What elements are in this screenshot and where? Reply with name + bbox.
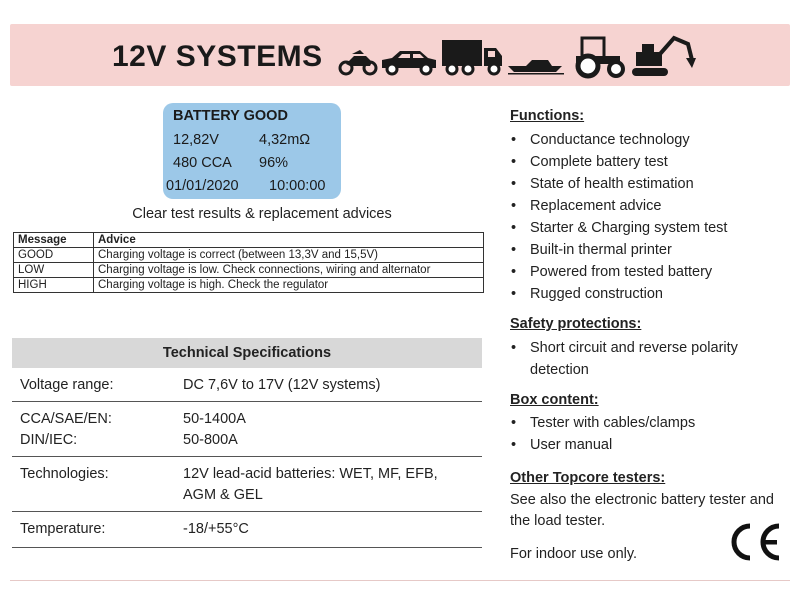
tester-display	[163, 103, 341, 199]
list-item: • Replacement advice	[510, 195, 727, 217]
tractor-icon	[576, 38, 623, 76]
list-item: • Tester with cables/clamps	[510, 412, 695, 434]
row-advice: Charging voltage is low. Check connections, wiring and alternator	[94, 263, 484, 278]
row-message: HIGH	[14, 278, 94, 293]
list-item: • State of health estimation	[510, 173, 727, 195]
spec-value-din: 50-800A	[183, 432, 238, 448]
row-advice: Charging voltage is correct (between 13,3V and 15,5V)	[94, 248, 484, 263]
spec-label-technologies: Technologies:	[20, 466, 109, 482]
spec-label-cca: CCA/SAE/EN:	[20, 411, 112, 427]
safety-list	[510, 337, 778, 381]
specs-title: Technical Specifications	[12, 338, 482, 368]
health-reading: 96%	[259, 155, 289, 171]
bottom-divider	[10, 580, 790, 581]
row-message: GOOD	[14, 248, 94, 263]
list-item: • Starter & Charging system test	[510, 217, 727, 239]
list-item: • Built-in thermal printer	[510, 239, 727, 261]
safety-title: Safety protections:	[510, 316, 642, 332]
indoor-use-note: For indoor use only.	[510, 546, 638, 562]
divider	[12, 547, 482, 548]
spec-label-din: DIN/IEC:	[20, 432, 78, 448]
box-content-list	[510, 412, 695, 456]
other-testers-text: See also the electronic battery tester and the load tester.	[510, 492, 774, 529]
other-testers-title: Other Topcore testers:	[510, 470, 666, 486]
table-row	[14, 278, 484, 293]
spec-value-voltage: DC 7,6V to 17V (12V systems)	[183, 377, 381, 393]
row-advice: Charging voltage is high. Check the regulator	[94, 278, 484, 293]
row-message: LOW	[14, 263, 94, 278]
spec-value-cca: 50-1400A	[183, 411, 246, 427]
divider	[12, 401, 482, 402]
header-advice: Advice	[94, 233, 484, 248]
header-message: Message	[14, 233, 94, 248]
table-header-row	[14, 233, 484, 248]
table-row	[14, 263, 484, 278]
spec-label-temperature: Temperature:	[20, 521, 106, 537]
list-item: • Powered from tested battery	[510, 261, 727, 283]
boat-icon	[508, 60, 564, 75]
list-item: • Conductance technology	[510, 129, 727, 151]
time-reading: 10:00:00	[269, 178, 326, 194]
list-item: • User manual	[510, 434, 695, 456]
functions-list	[510, 129, 727, 305]
table-row	[14, 248, 484, 263]
truck-icon	[442, 40, 502, 74]
date-reading: 01/01/2020	[166, 178, 239, 194]
voltage-reading: 12,82V	[173, 132, 219, 148]
battery-status: BATTERY GOOD	[173, 108, 288, 124]
list-item: • Complete battery test	[510, 151, 727, 173]
list-item: • Short circuit and reverse polarity detection	[510, 337, 778, 381]
advice-table	[13, 232, 484, 293]
resistance-reading: 4,32mΩ	[259, 132, 311, 148]
motorcycle-icon	[340, 50, 376, 74]
box-content-title: Box content:	[510, 392, 599, 408]
functions-title: Functions:	[510, 108, 585, 124]
excavator-icon	[632, 38, 696, 76]
divider	[12, 511, 482, 512]
vehicle-icons	[336, 30, 696, 80]
banner-title: 12V SYSTEMS	[112, 40, 323, 73]
list-item: • Rugged construction	[510, 283, 727, 305]
car-icon	[382, 51, 436, 74]
divider	[12, 456, 482, 457]
cca-reading: 480 CCA	[173, 155, 232, 171]
display-caption: Clear test results & replacement advices	[132, 206, 392, 222]
spec-value-temperature: -18/+55°C	[183, 521, 249, 537]
spec-label-voltage: Voltage range:	[20, 377, 114, 393]
spec-value-technologies: 12V lead-acid batteries: WET, MF, EFB, AGM & GEL	[183, 466, 438, 503]
ce-mark-icon	[725, 520, 783, 564]
